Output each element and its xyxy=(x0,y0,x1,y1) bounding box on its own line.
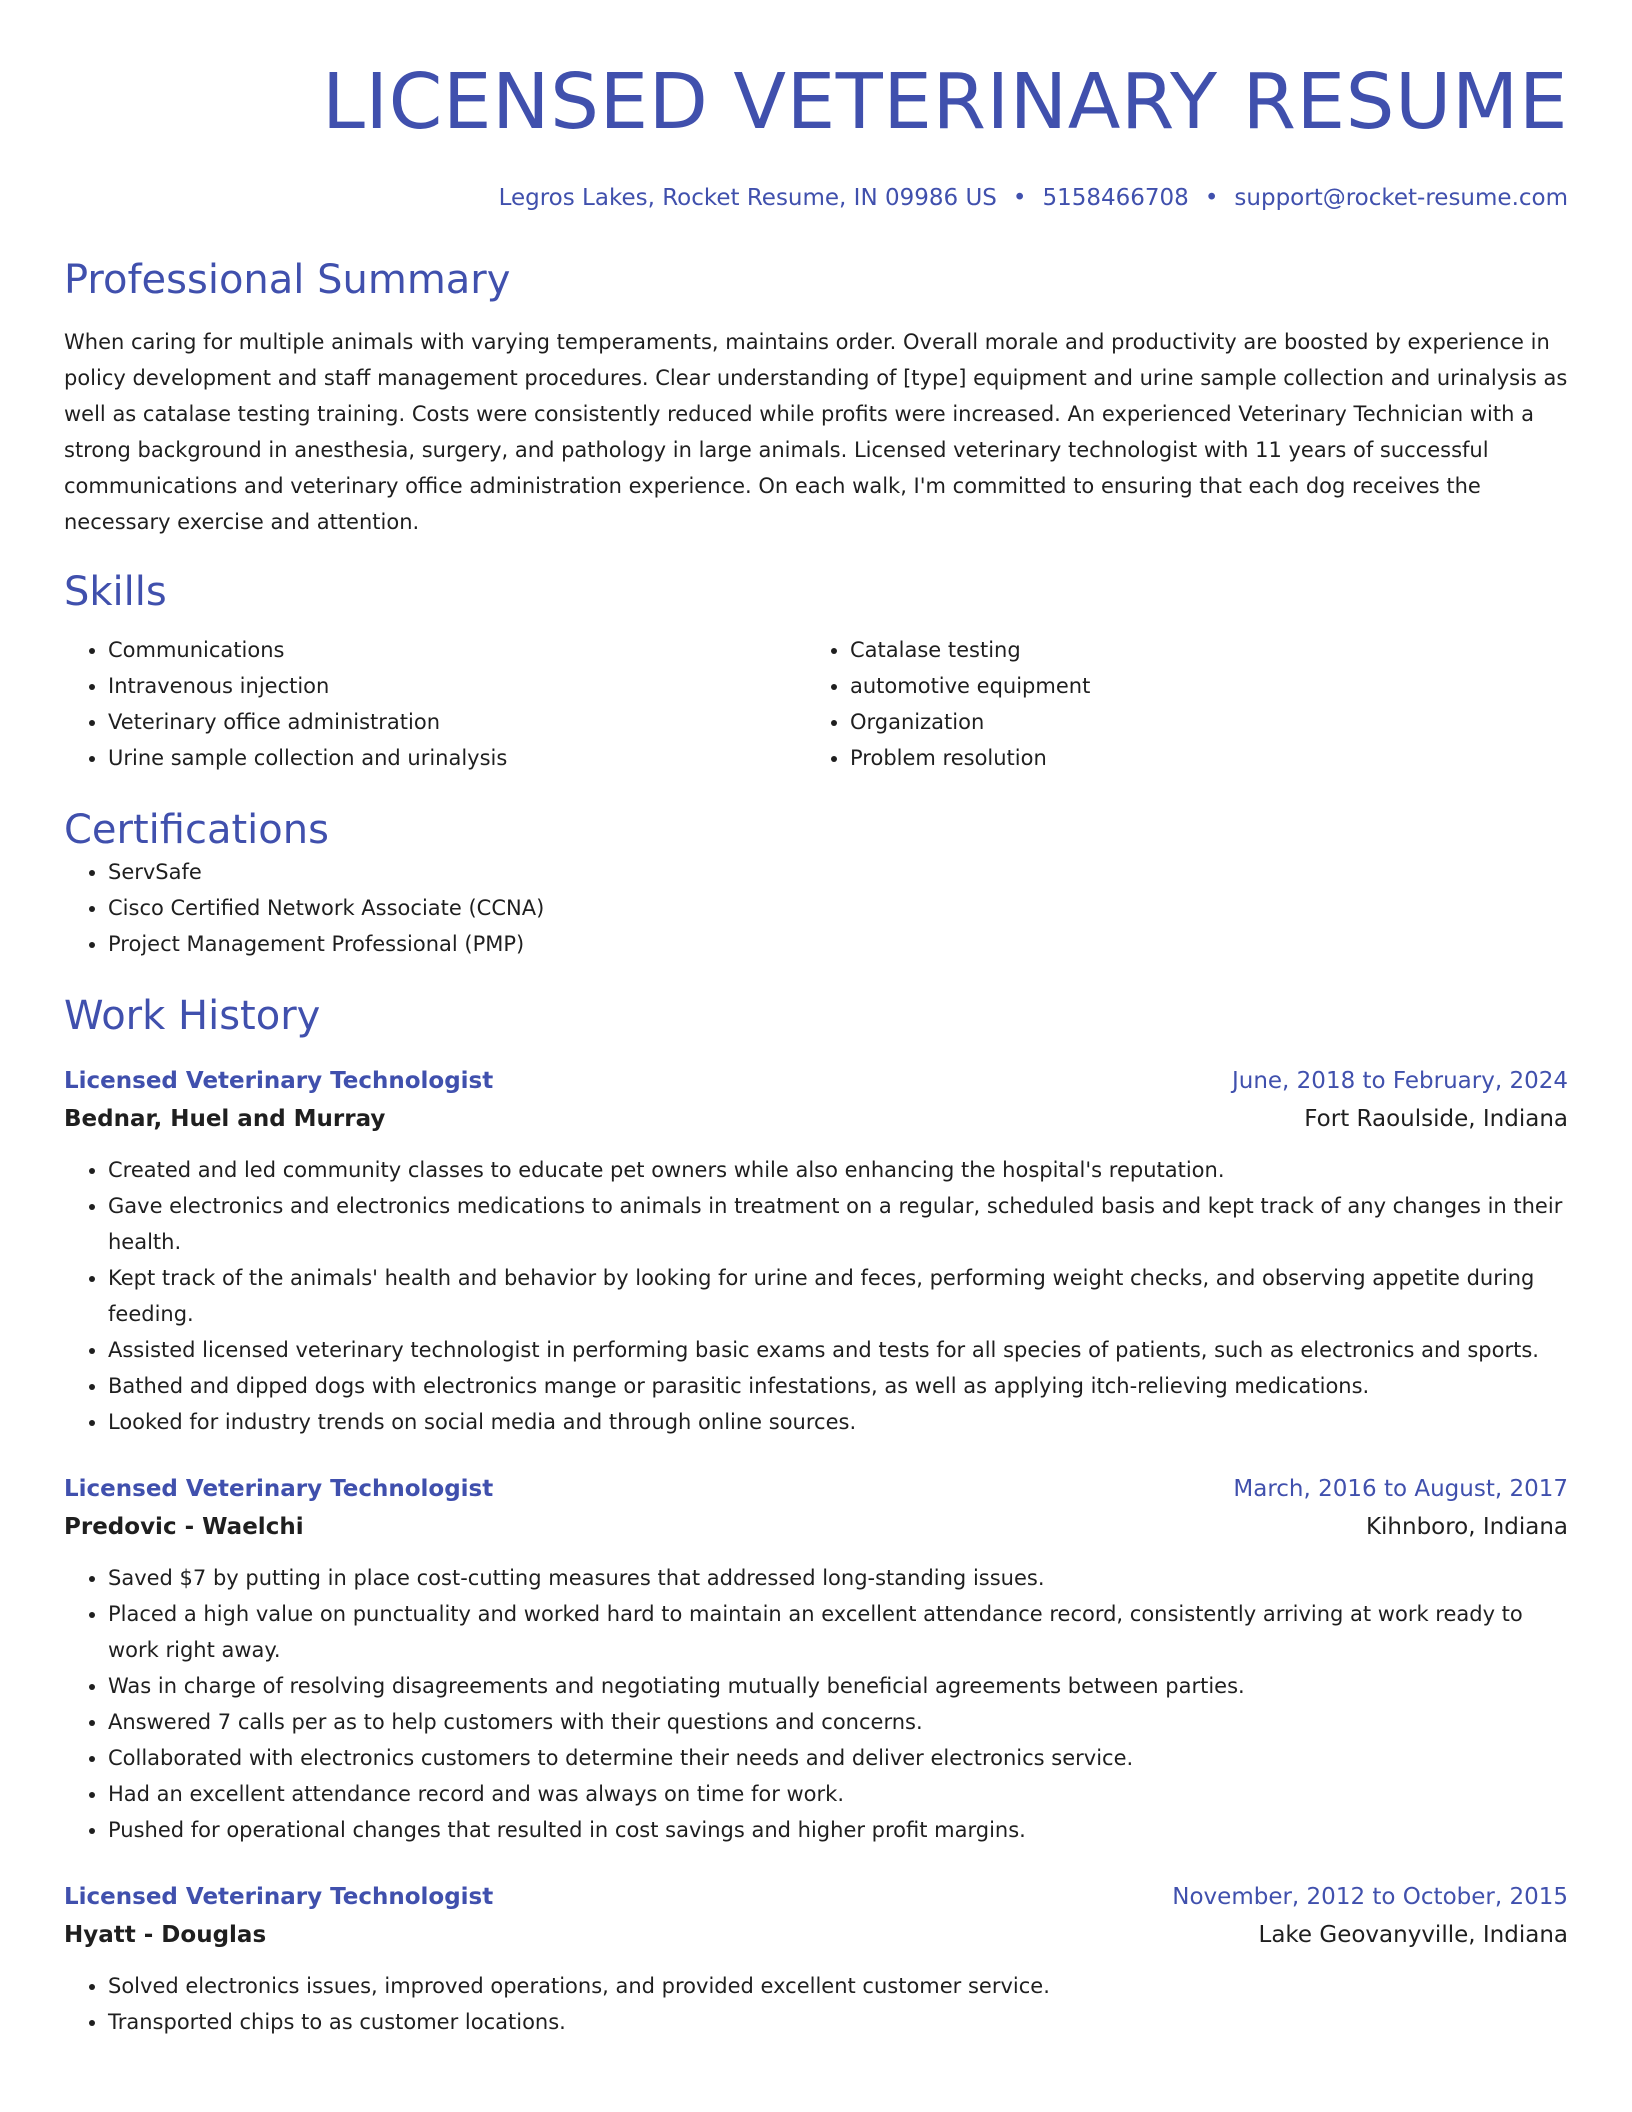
work-history-heading: Work History xyxy=(64,993,321,1039)
job-title: Licensed Veterinary Technologist xyxy=(64,1884,494,1910)
resume-title: LICENSED VETERINARY RESUME xyxy=(322,58,1568,147)
job-bullet: • Created and led community classes to educate pet owners while also enhancing the hospital's reputation. xyxy=(108,1152,1568,1188)
contact-separator: • xyxy=(1012,185,1027,211)
contact-line xyxy=(64,184,1568,212)
job-dates: November, 2012 to October, 2015 xyxy=(1172,1884,1568,1910)
contact-address: Legros Lakes, Rocket Resume, IN 09986 US xyxy=(498,185,997,211)
contact-phone: 5158466708 xyxy=(1042,185,1189,211)
job-bullet: • Kept track of the animals' health and behavior by looking for urine and feces, performing weight checks, and observing appetite during feeding. xyxy=(108,1260,1568,1332)
certification-item: • Project Management Professional (PMP) xyxy=(108,926,1568,962)
resume-page xyxy=(64,0,1568,2040)
job-bullet: • Answered 7 calls per as to help customers with their questions and concerns. xyxy=(108,1704,1568,1740)
job-bullet: • Bathed and dipped dogs with electronics mange or parasitic infestations, as well as applying itch-relieving medications. xyxy=(108,1368,1568,1404)
job-dates: June, 2018 to February, 2024 xyxy=(1231,1068,1568,1094)
job-bullet: • Saved $7 by putting in place cost-cutting measures that addressed long-standing issues. xyxy=(108,1560,1568,1596)
skill-item: • Organization xyxy=(850,704,1548,740)
skill-item: • Catalase testing xyxy=(850,632,1548,668)
job-entry xyxy=(64,1474,1568,1848)
skill-item: • Veterinary office administration xyxy=(108,704,806,740)
skill-item: • Urine sample collection and urinalysis xyxy=(108,740,806,776)
skills-heading: Skills xyxy=(64,569,167,615)
job-bullets xyxy=(64,1968,1568,2040)
job-bullet: • Transported chips to as customer locations. xyxy=(108,2004,1568,2040)
contact-email[interactable]: support@rocket-resume.com xyxy=(1234,185,1568,211)
job-bullet: • Was in charge of resolving disagreements and negotiating mutually beneficial agreements between parties. xyxy=(108,1668,1568,1704)
skill-item: • Communications xyxy=(108,632,806,668)
skill-item: • Problem resolution xyxy=(850,740,1548,776)
job-bullets xyxy=(64,1560,1568,1848)
skills-list xyxy=(64,632,1568,776)
summary-text: When caring for multiple animals with varying temperaments, maintains order. Overall morale and productivity are boosted by experience in policy development and staff management procedures. Clear understanding of [type] equipment and urine sample collection and urinalysis as well as catalase testing training. Costs were consistently reduced while profits were increased. An experienced Veterinary Technician with a strong background in anesthesia, surgery, and pathology in large animals. Licensed veterinary technologist with 11 years of successful communications and veterinary office administration experience. On each walk, I'm committed to ensuring that each dog receives the necessary exercise and attention. xyxy=(64,330,1568,534)
contact-separator: • xyxy=(1204,185,1219,211)
job-entry xyxy=(64,1882,1568,2040)
job-entry xyxy=(64,1066,1568,1440)
job-company: Bednar, Huel and Murray xyxy=(64,1106,386,1132)
job-bullet: • Gave electronics and electronics medications to animals in treatment on a regular, scheduled basis and kept track of any changes in their health. xyxy=(108,1188,1568,1260)
job-bullets xyxy=(64,1152,1568,1440)
job-title: Licensed Veterinary Technologist xyxy=(64,1476,494,1502)
certifications-heading: Certifications xyxy=(64,807,329,853)
job-company: Predovic - Waelchi xyxy=(64,1514,304,1540)
job-location: Kihnboro, Indiana xyxy=(1365,1514,1568,1540)
job-bullet: • Placed a high value on punctuality and worked hard to maintain an excellent attendance record, consistently arriving at work ready to work right away. xyxy=(108,1596,1568,1668)
certification-item: • ServSafe xyxy=(108,854,1568,890)
certification-item: • Cisco Certified Network Associate (CCNA) xyxy=(108,890,1568,926)
job-company: Hyatt - Douglas xyxy=(64,1922,267,1948)
job-bullet: • Solved electronics issues, improved operations, and provided excellent customer service. xyxy=(108,1968,1568,2004)
skill-item: • Intravenous injection xyxy=(108,668,806,704)
certifications-list xyxy=(64,854,1568,962)
job-title: Licensed Veterinary Technologist xyxy=(64,1068,494,1094)
summary-heading: Professional Summary xyxy=(64,257,511,303)
skill-item: • automotive equipment xyxy=(850,668,1548,704)
job-bullet: • Assisted licensed veterinary technologist in performing basic exams and tests for all species of patients, such as electronics and sports. xyxy=(108,1332,1568,1368)
job-location: Lake Geovanyville, Indiana xyxy=(1258,1922,1568,1948)
job-bullet: • Pushed for operational changes that resulted in cost savings and higher profit margins. xyxy=(108,1812,1568,1848)
job-location: Fort Raoulside, Indiana xyxy=(1304,1106,1568,1132)
job-bullet: • Looked for industry trends on social media and through online sources. xyxy=(108,1404,1568,1440)
job-bullet: • Collaborated with electronics customers to determine their needs and deliver electronics service. xyxy=(108,1740,1568,1776)
job-dates: March, 2016 to August, 2017 xyxy=(1233,1476,1568,1502)
job-bullet: • Had an excellent attendance record and was always on time for work. xyxy=(108,1776,1568,1812)
